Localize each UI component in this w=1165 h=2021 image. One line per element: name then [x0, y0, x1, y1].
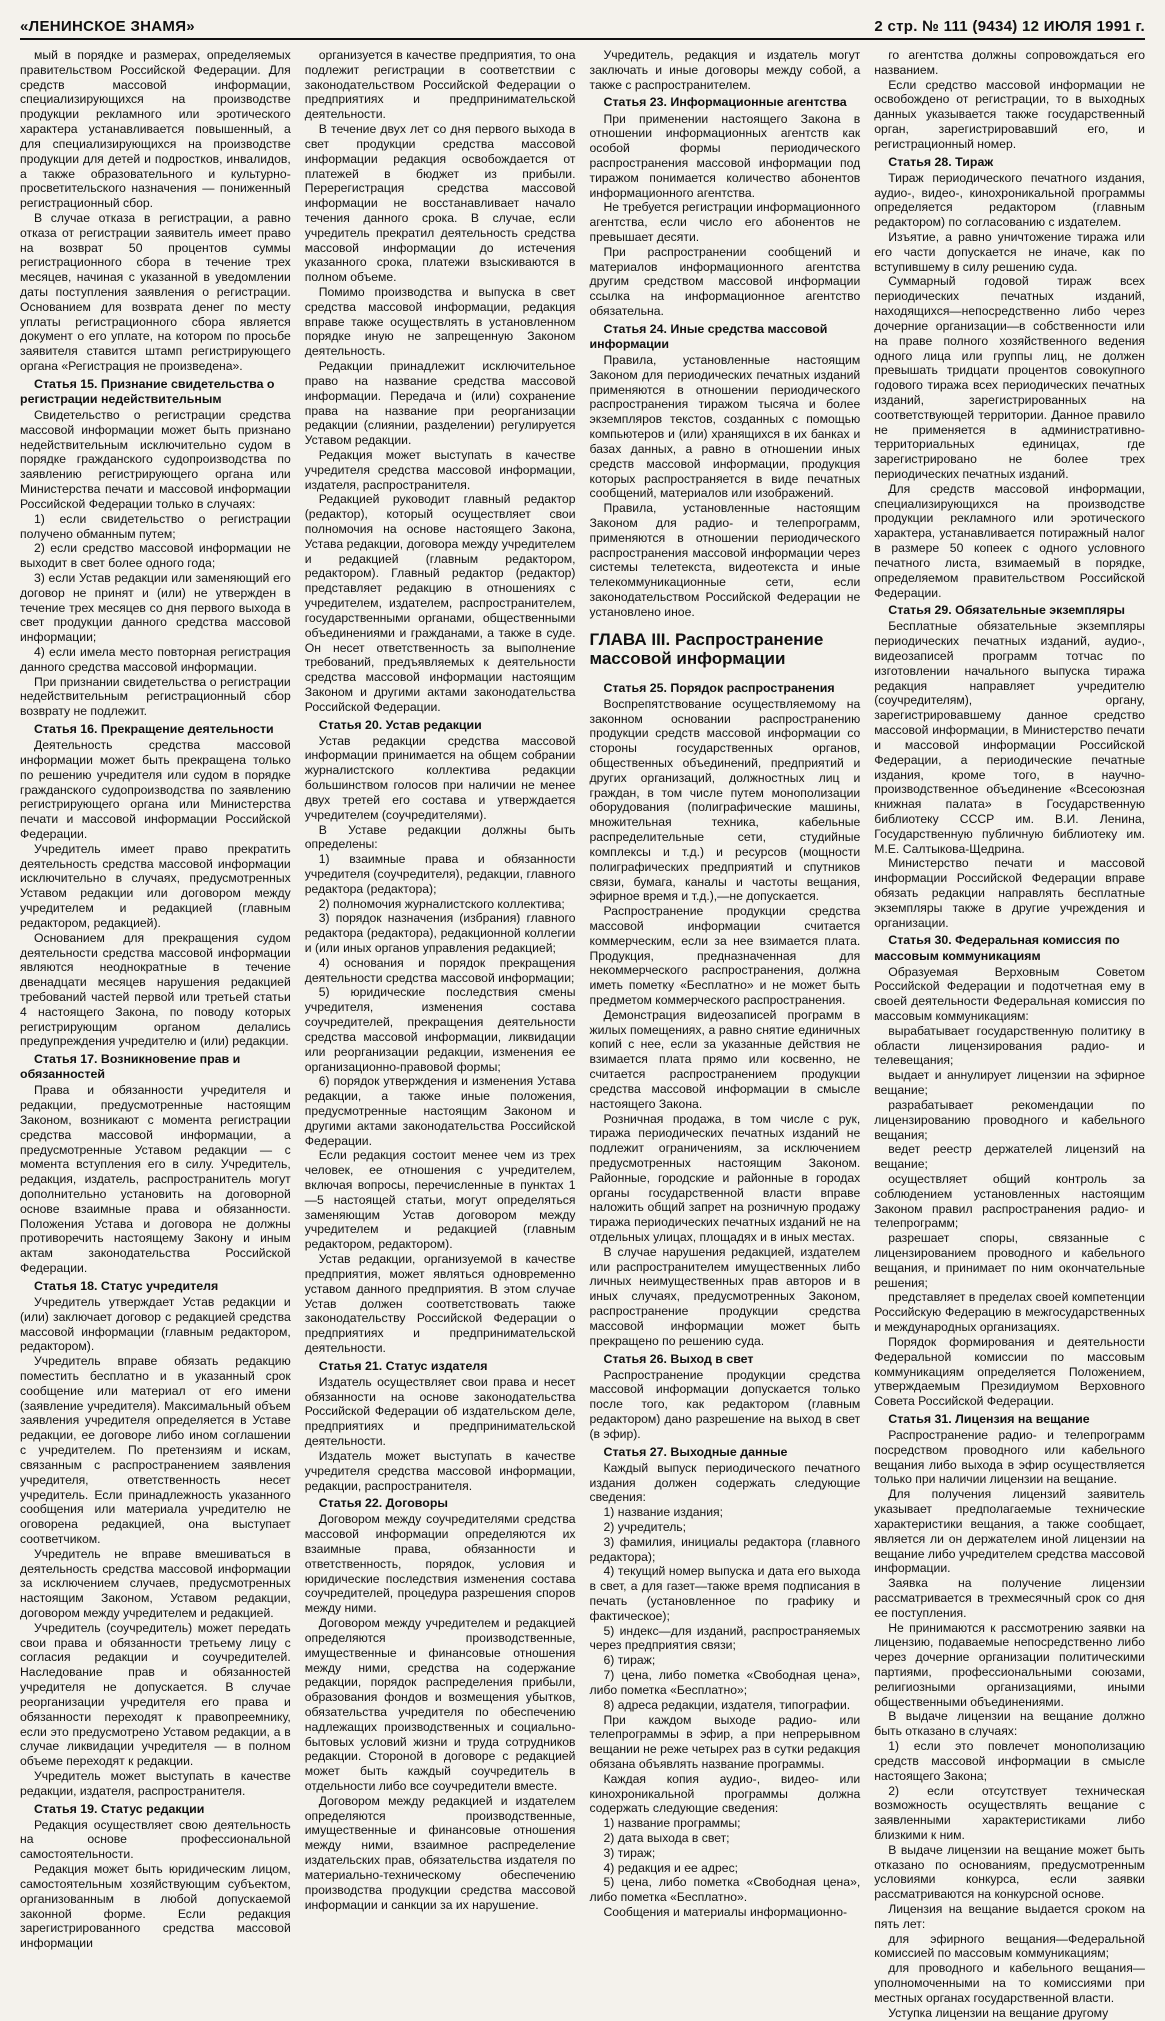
paragraph: 3) порядок назначения (избрания) главного редактора (редактора), редакционной коллегии и (или иных органов управления редакцией;	[304, 911, 576, 955]
paragraph: Учредитель имеет право прекратить деятельность средства массовой информации исключительно в случаях, предусмотренных Уставом редакции или договором между учредителем и редакцией (главным редактором, редакцией).	[20, 841, 291, 930]
paragraph: 4) если имела место повторная регистрация данного средства массовой информации.	[20, 645, 291, 674]
paragraph: Учредитель (соучредитель) может передать свои права и обязанности третьему лицу с согласия редакции и соучредителей. Наследование прав и обязанностей учредителя не допускается. В случае реорганизации учредителя его права и обязанности переходят к правопреемнику, если это предусмотрено Уставом редакции, а в случае ликвидации учредителя — в полном объеме переходят к редакции.	[20, 1620, 291, 1769]
paragraph: для эфирного вещания—Федеральной комиссией по массовым коммуникациям;	[874, 1931, 1145, 1961]
article-heading: Статья 16. Прекращение деятельности	[34, 722, 274, 737]
paragraph: Уступка лицензии на вещание другому	[888, 2005, 1109, 2020]
column-1	[20, 48, 291, 1951]
column-4	[874, 48, 1145, 2020]
paragraph: При каждом выходе радио- или телепрограммы в эфир, а при непрерывном вещании не реже четырех раз в сутки редакция обязана объявлять название программы.	[589, 1712, 861, 1771]
paragraph: Издатель может выступать в качестве учредителя средства массовой информации, редакции, распространителя.	[304, 1448, 576, 1493]
article-heading: Статья 25. Порядок распространения	[603, 680, 835, 695]
paragraph: При распространении сообщений и материалов информационного агентства другим средством массовой информации ссылка на информационное агентство обязательна.	[589, 244, 861, 319]
paragraph: Распространение радио- и телепрограмм посредством проводного или кабельного вещания либо выхода в эфир осуществляется только при наличии лицензии на вещание.	[874, 1428, 1145, 1487]
paragraph: 3) фамилия, инициалы редактора (главного редактора);	[589, 1534, 861, 1564]
article-heading: Статья 26. Выход в свет	[603, 1351, 754, 1366]
paragraph: Устав редакции средства массовой информации принимается на общем собрании журналистского коллектива редакции большинством голосов при наличии не менее двух третей его состава и утверждается учредителем (соучредителями).	[304, 733, 576, 822]
paragraph: Распространение продукции средства массовой информации допускается только после того, как редактором (главным редактором) дано разрешение на выход в свет (в эфир).	[589, 1367, 861, 1441]
article-heading: Статья 20. Устав редакции	[318, 717, 482, 732]
paragraph: для проводного и кабельного вещания—уполномоченными на то комиссиями при местных органах государственной власти.	[874, 1961, 1145, 2005]
paragraph: Редакции принадлежит исключительное право на название средства массовой информации. Передача и (или) сохранение права на название при реорганизации редакции (слиянии, разделении) регулируется Уставом редакции.	[304, 359, 576, 448]
newspaper-title: «ЛЕНИНСКОЕ ЗНАМЯ»	[20, 18, 195, 35]
paragraph: 4) текущий номер выпуска и дата его выхода в свет, а для газет—также время подписания в печать (установленное по графику и фактическое);	[589, 1564, 861, 1623]
paragraph: В выдаче лицензии на вещание может быть отказано по основаниям, предусмотренным условиями конкурса, если заявки рассматриваются на конкурсной основе.	[874, 1842, 1145, 1902]
article-heading: Статья 19. Статус редакции	[34, 1801, 205, 1816]
column-2	[304, 48, 576, 1912]
paragraph: 8) адреса редакции, издателя, типографии.	[603, 1697, 851, 1712]
paragraph: Для получения лицензий заявитель указывает предполагаемые технические характеристики вещания, а также сообщает, является ли он держателем иной лицензии на вещание либо учредителем средства массовой информации.	[874, 1487, 1145, 1576]
paragraph: Изъятие, а равно уничтожение тиража или его части допускается не иначе, как по вступившему в силу решению суда.	[874, 230, 1145, 274]
paragraph: го агентства должны сопровождаться его названием.	[874, 48, 1145, 77]
paragraph: Суммарный годовой тираж всех периодических печатных изданий, находящихся—непосредственно либо через дочерние организации—в собственности или на праве полного хозяйственного ведения одного лица или группы лиц, не должен превышать тридцати процентов совокупного годового тиража всех периодических печатных изданий, зарегистрированных на соответствующей территории. Данное правило не применяется в административно-территориальных единицах, где зарегистрировано не более трех периодических печатных изданий.	[874, 274, 1145, 481]
paragraph: 3) тираж;	[603, 1845, 656, 1860]
paragraph: В выдаче лицензии на вещание должно быть отказано в случаях:	[874, 1709, 1145, 1739]
paragraph: Устав редакции, организуемой в качестве предприятия, может являться одновременно уставом данного предприятия. В этом случае Устав должен соответствовать также законодательству Российской Федерации о предприятиях и предпринимательской деятельности.	[304, 1252, 576, 1355]
article-heading: Статья 17. Возникновение прав и обязанностей	[20, 1052, 241, 1082]
paragraph: Основанием для прекращения судом деятельности средства массовой информации являются неоднократные в течение двенадцати месяцев нарушения редакцией требований частей первой или третьей статьи 4 настоящего Закона, по поводу которых регистрирующим органом делались предупреждения учредителю и (или) редакции.	[20, 930, 291, 1049]
paragraph: Не требуется регистрации информационного агентства, если число его абонентов не превышает десяти.	[589, 200, 861, 244]
paragraph: 4) редакция и ее адрес;	[603, 1860, 739, 1875]
paragraph: разрешает споры, связанные с лицензированием проводного и кабельного вещания, и принимает по ним окончательные решения;	[874, 1231, 1145, 1290]
paragraph: 1) если это повлечет монополизацию средств массовой информации в смысле настоящего Закона;	[874, 1739, 1145, 1783]
paragraph: Издатель осуществляет свои права и несет обязанности на основе законодательства Российской Федерации об издательском деле, предприятиях и предпринимательской деятельности.	[304, 1374, 576, 1449]
paragraph: 2) если отсутствует техническая возможность осуществлять вещание с заявленными характеристиками либо близкими к ним.	[874, 1783, 1145, 1842]
paragraph: 2) если средство массовой информации не выходит в свет более одного года;	[20, 541, 291, 571]
paragraph: Каждая копия аудио-, видео- или кинохроникальной программы должна содержать следующие сведения:	[589, 1771, 861, 1816]
paragraph: Бесплатные обязательные экземпляры периодических печатных изданий, аудио-, видеозаписей программ тотчас по изготовлении начального выпуска тиража редакция направляет учредителю (соучредителям), органу, зарегистрировавшему данное средство массовой информации, в Министерство печати и массовой информации Российской Федерации, а периодические печатные издания, кроме того, в научно-производственное объединение «Всесоюзная книжная палата» в Государственную библиотеку СССР им. В.И. Ленина, Государственную публичную библиотеку им. М.Е. Салтыкова-Щедрина.	[874, 619, 1145, 856]
paragraph: Учредитель не вправе вмешиваться в деятельность средства массовой информации за исключением случаев, предусмотренных настоящим Законом, Уставом редакции, договором между учредителем и редакцией.	[20, 1546, 291, 1620]
article-heading: Статья 30. Федеральная комиссия по массовым коммуникациям	[874, 933, 1120, 963]
article-heading: Статья 28. Тираж	[888, 154, 994, 169]
paragraph: Если редакция состоит менее чем из трех человек, ее отношения с учредителем, включая вопросы, перечисленные в пунктах 1—5 настоящей статьи, могут определяться заменяющим Устав договором между учредителем и редакцией (главным редактором, редактором).	[304, 1148, 576, 1252]
paragraph: 1) взаимные права и обязанности учредителя (соучредителя), редакции, главного редактора (редактора);	[304, 852, 576, 896]
article-heading: Статья 29. Обязательные экземпляры	[888, 603, 1125, 618]
paragraph: Для средств массовой информации, специализирующихся на производстве продукции рекламного или эротического характера, устанавливается потиражный налог в размере 50 копеек с одного условного печатного листа, взимаемый в порядке, определяемом правительством Российской Федерации.	[874, 481, 1145, 600]
paragraph: Договором между учредителем и редакцией определяются производственные, имущественные и финансовые отношения между ними, средства на содержание редакции, порядок распределения прибыли, образования фондов и возмещения убытков, обязательства учредителя по обеспечению надлежащих производственных и социально-бытовых условий жизни и труда сотрудников редакции. Стороной в договоре с редакцией может быть каждый соучредитель в отдельности либо все соучредители вместе.	[304, 1616, 576, 1793]
paragraph: Каждый выпуск периодического печатного издания должен содержать следующие сведения:	[589, 1460, 861, 1505]
paragraph: Договором между соучредителями средства массовой информации определяются их взаимные права, обязанности и ответственность, порядок, условия и юридические последствия изменения состава соучредителей, процедура разрешения споров между ними.	[304, 1512, 576, 1616]
paragraph: Права и обязанности учредителя и редакции, предусмотренные настоящим Законом, возникают с момента регистрации средства массовой информации, а предусмотренные Уставом редакции — с момента вступления его в силу. Учредитель, редакция, издатель, распространитель могут дополнительно установить на договорной основе взаимные права и обязанности. Положения Устава и договора не должны противоречить настоящему Закону и иным актам законодательства Российской Федерации.	[20, 1083, 291, 1276]
paragraph: В случае отказа в регистрации, а равно отказа от регистрации заявитель имеет право на возврат 50 процентов суммы регистрационного сбора в течение трех месяцев, начиная с указанной в уведомлении даты поступления заявления о регистрации. Основанием для возврата денег по месту уплаты регистрационного сбора является документ о его уплате, на котором по просьбе заявителя ставится штамп регистрирующего органа «Регистрация не произведена».	[20, 210, 291, 374]
paragraph: Деятельность средства массовой информации может быть прекращена только по решению учредителя или судом в порядке гражданского судопроизводства по заявлению регистрирующего органа или Министерства печати и массовой информации Российской Федерации.	[20, 738, 291, 841]
paragraph: 2) учредитель;	[603, 1519, 687, 1534]
paragraph: Учредитель утверждает Устав редакции и (или) заключает договор с редакцией средства массовой информации (главным редактором, редактором).	[20, 1294, 291, 1354]
column-3	[589, 48, 861, 1920]
paragraph: 1) название издания;	[603, 1505, 724, 1520]
paragraph: Правила, установленные настоящим Законом для радио- и телепрограмм, применяются в отношении периодического распространения массовой информации через системы телетекста, видеотекста и иные телекоммуникационные сети, если законодательством Российской Федерации не установлено иное.	[589, 501, 861, 619]
paragraph: 5) индекс—для изданий, распространяемых через предприятия связи;	[589, 1623, 861, 1653]
paragraph: В Уставе редакции должны быть определены:	[304, 822, 576, 852]
paragraph: выдает и аннулирует лицензии на эфирное вещание;	[874, 1068, 1145, 1098]
paragraph: 5) цена, либо пометка «Свободная цена», либо пометка «Бесплатно».	[589, 1875, 861, 1905]
article-heading: Статья 21. Статус издателя	[318, 1358, 488, 1373]
paragraph: Министерство печати и массовой информации Российской Федерации вправе обязать редакции направлять бесплатные экземпляры также в другие учреждения и организации.	[874, 856, 1145, 930]
issue-info: 2 стр. № 111 (9434) 12 ИЮЛЯ 1991 г.	[874, 18, 1145, 35]
paragraph: вырабатывает государственную политику в области лицензирования радио- и телевещания;	[874, 1023, 1145, 1068]
paragraph: 1) название программы;	[603, 1816, 741, 1831]
paragraph: Редакция осуществляет свою деятельность на основе профессиональной самостоятельности.	[20, 1817, 291, 1862]
paragraph: Заявка на получение лицензии рассматривается в трехмесячный срок со дня ее поступления.	[874, 1576, 1145, 1620]
paragraph: 4) основания и порядок прекращения деятельности средства массовой информации;	[304, 955, 576, 985]
paragraph: Воспрепятствование осуществляемому на законном основании распространению продукции средств массовой информации со стороны государственных органов, общественных объединений, предприятий и других организаций, должностных лиц и граждан, в том числе путем монополизации оборудования (полиграфические машины, множительная техника, кабельные распределительные сети, студийные комплексы и т.д.) и ресурсов (мощности полиграфических предприятий и спутников связи, бумага, каналы и частоты вещания, эфирное время и т.д.),—не допускается.	[589, 696, 861, 904]
paragraph: 6) тираж;	[603, 1653, 656, 1668]
article-columns	[20, 48, 1145, 2020]
article-heading: Статья 31. Лицензия на вещание	[888, 1411, 1090, 1426]
paragraph: 2) полномочия журналистского коллектива;	[318, 896, 565, 911]
article-heading: Статья 23. Информационные агентства	[603, 95, 847, 110]
paragraph: 6) порядок утверждения и изменения Устава редакции, а также иные положения, предусмотренные настоящим Законом и другими актами законодательства Российской Федерации.	[304, 1074, 576, 1148]
paragraph: представляет в пределах своей компетенции Российскую Федерацию в межгосударственных и международных организациях.	[874, 1290, 1145, 1335]
paragraph: 3) если Устав редакции или заменяющий его договор не принят и (или) не утвержден в течение трех месяцев со дня первого выхода в свет продукции данного средства массовой информации;	[20, 570, 291, 645]
paragraph: Редакция может выступать в качестве учредителя средства массовой информации, издателя, распространителя.	[304, 447, 576, 492]
paragraph: организуется в качестве предприятия, то она подлежит регистрации в соответствии с законодательством Российской Федерации о предприятиях и предпринимательской деятельности.	[304, 48, 576, 122]
paragraph: Если средство массовой информации не освобождено от регистрации, то в выходных данных указывается также государственный орган, зарегистрировавший его, и регистрационный номер.	[874, 77, 1145, 151]
paragraph: Учредитель может выступать в качестве редакции, издателя, распространителя.	[20, 1768, 291, 1798]
paragraph: Образуемая Верховным Советом Российской Федерации и подотчетная ему в своей деятельности Федеральная комиссия по массовым коммуникациям:	[874, 964, 1145, 1023]
paragraph: ведет реестр держателей лицензий на вещание;	[874, 1142, 1145, 1172]
paragraph: Учредитель вправе обязать редакцию поместить бесплатно и в указанный срок сообщение или материал от его имени (заявление учредителя). Максимальный объем заявления учредителя определяется в Уставе редакции, ее договоре либо ином соглашении с учредителем. По претензиям и искам, связанным с распространением заявления учредителя, ответственность несет учредитель. Если принадлежность указанного сообщения или материала учредителю не оговорена редакцией, она выступает соответчиком.	[20, 1354, 291, 1546]
article-heading: Статья 24. Иные средства массовой информации	[589, 321, 828, 351]
paragraph: Учредитель, редакция и издатель могут заключать и иные договоры между собой, а также с распространителем.	[589, 48, 861, 92]
paragraph: осуществляет общий контроль за соблюдением установленных настоящим Законом правил распространения радио- и телепрограмм;	[874, 1171, 1145, 1231]
paragraph: Порядок формирования и деятельности Федеральной комиссии по массовым коммуникациям определяется Положением, утверждаемым Президиумом Верховного Совета Российской Федерации.	[874, 1334, 1145, 1409]
paragraph: Редакция может быть юридическим лицом, самостоятельным хозяйствующим субъектом, организованным в любой допускаемой законной форме. Если редакция зарегистрированного средства массовой информации	[20, 1862, 291, 1951]
paragraph: При применении настоящего Закона в отношении информационных агентств как особой формы периодического распространения массовой информации под тиражом понимается количество абонентов информационного агентства.	[589, 111, 861, 200]
chapter-heading: ГЛАВА III. Распространение массовой информации	[589, 629, 824, 669]
paragraph: Правила, установленные настоящим Законом для периодических печатных изданий применяются в отношении периодического распространения тиражом тысяча и более экземпляров текстов, созданных с помощью компьютеров и (или) хранящихся в их банках и базах данных, а равно в отношении иных средств массовой информации, продукция которых распространяется в виде печатных сообщений, материалов или изображений.	[589, 353, 861, 501]
paragraph: Розничная продажа, в том числе с рук, тиража периодических печатных изданий не подлежит ограничениям, за исключением предусмотренных настоящим Законом. Районные, городские и районные в городах органы государственной власти вправе наложить общий запрет на розничную продажу тиража периодических печатных изданий не на отдельных улицах, площадях и в иных местах.	[589, 1111, 861, 1245]
article-heading: Статья 18. Статус учредителя	[34, 1278, 219, 1293]
paragraph: Лицензия на вещание выдается сроком на пять лет:	[874, 1902, 1145, 1931]
paragraph: Редакцией руководит главный редактор (редактор), который осуществляет свои полномочия на основе настоящего Закона, Устава редакции, договора между учредителем и редакцией (главным редактором, редактором). Главный редактор (редактор) представляет редакцию в отношениях с учредителем, издателем, распространителем, государственными органами, общественными объединениями и гражданами, а также в суде. Он несет ответственность за выполнение требований, предъявляемых к деятельности средства массовой информации настоящим Законом и другими актами законодательства Российской Федерации.	[304, 492, 576, 714]
paragraph: Сообщения и материалы информационно-	[603, 1905, 848, 1920]
paragraph: Тираж периодического печатного издания, аудио-, видео-, кинохроникальной программы определяется редактором (главным редактором) по согласованию с издателем.	[874, 170, 1145, 230]
paragraph: Не принимаются к рассмотрению заявки на лицензию, подаваемые непосредственно либо через дочерние организации политическими партиями, профессиональными союзами, религиозными организациями, иными общественными объединениями.	[874, 1620, 1145, 1709]
paragraph: 2) дата выхода в свет;	[603, 1831, 730, 1846]
paragraph: 5) юридические последствия смены учредителя, изменения состава соучредителей, прекращения деятельности средства массовой информации, ликвидации или реорганизации редакции, изменения ее организационно-правовой формы;	[304, 985, 576, 1074]
article-heading: Статья 22. Договоры	[318, 1496, 448, 1511]
paragraph: В случае нарушения редакцией, издателем или распространителем имущественных либо личных неимущественных прав авторов и в иных случаях, предусмотренных Законом, распространение продукции средства массовой информации может быть прекращено по решению суда.	[589, 1244, 861, 1348]
paragraph: Распространение продукции средства массовой информации считается коммерческим, если за нее взимается плата. Продукция, предназначенная для некоммерческого распространения, должна иметь пометку «Бесплатно» и не может быть предметом коммерческого распространения.	[589, 904, 861, 1008]
paragraph: При признании свидетельства о регистрации недействительным регистрационный сбор возврату не подлежит.	[20, 674, 291, 719]
paragraph: 1) если свидетельство о регистрации получено обманным путем;	[20, 511, 291, 541]
paragraph: Демонстрация видеозаписей программ в жилых помещениях, а равно снятие единичных копий с нее, если за указанные действия не взимается плата прямо или косвенно, не считается распространением продукции средства массовой информации в смысле настоящего Закона.	[589, 1007, 861, 1111]
article-heading: Статья 15. Признание свидетельства о регистрации недействительным	[20, 376, 275, 406]
paragraph: 7) цена, либо пометка «Свободная цена», либо пометка «Бесплатно»;	[589, 1668, 861, 1697]
masthead	[20, 18, 1145, 40]
paragraph: Договором между редакцией и издателем определяются производственные, имущественные и финансовые отношения между ними, взаимное распределение издательских прав, обязательства издателя по материально-техническому обеспечению производства продукции средства массовой информации и санкции за их нарушение.	[304, 1793, 576, 1912]
paragraph: Свидетельство о регистрации средства массовой информации может быть признано недействительным исключительно судом в порядке гражданского судопроизводства по заявлению регистрирующего органа или Министерства печати и массовой информации Российской Федерации только в случаях:	[20, 408, 291, 511]
paragraph: В течение двух лет со дня первого выхода в свет продукции средства массовой информации редакция освобождается от платежей в бюджет из прибыли. Перерегистрация средства массовой информации не восстанавливает начало течения данного срока. В случае, если учредитель прекратил деятельность средства массовой информации до истечения указанного срока, платежи взыскиваются в полном объеме.	[304, 122, 576, 285]
paragraph: мый в порядке и размерах, определяемых правительством Российской Федерации. Для средств массовой информации, специализирующихся на производстве продукции рекламного или эротического характера устанавливается повышенный, а для специализирующихся на производстве продукции для детей и подростков, инвалидов, а также образовательного и культурно-просветительского назначения — пониженный регистрационный сбор.	[20, 48, 291, 211]
paragraph: разрабатывает рекомендации по лицензированию проводного и кабельного вещания;	[874, 1097, 1145, 1142]
paragraph: Помимо производства и выпуска в свет средства массовой информации, редакция вправе также осуществлять в установленном порядке иную не запрещенную Законом деятельность.	[304, 285, 576, 359]
article-heading: Статья 27. Выходные данные	[603, 1444, 788, 1459]
